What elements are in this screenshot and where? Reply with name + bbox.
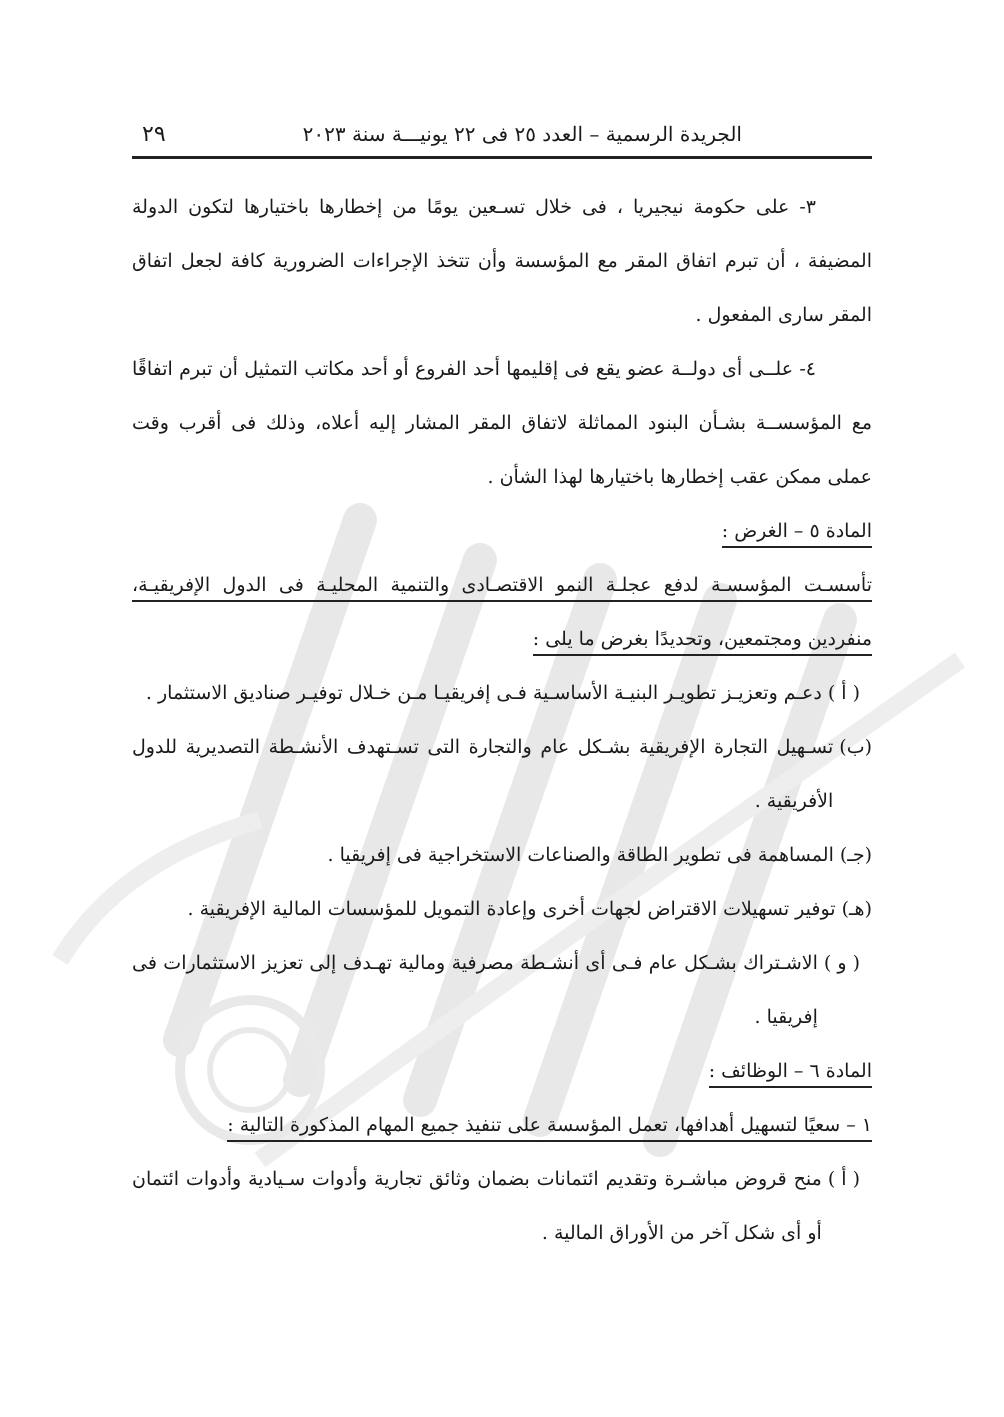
list-item-mark: (هـ) (841, 898, 872, 920)
list-item-text: دعـم وتعزيـز تطويـر البنيـة الأساسـية فـى إفريقيـا مـن خـلال توفيـر صناديق الاستثمار . (145, 682, 822, 704)
page-header (132, 112, 872, 159)
list-item-mark: (ب) (839, 736, 872, 758)
list-item-text: منح قروض مباشـرة وتقديم ائتمانات بضمان وثائق تجارية وأدوات سـيادية وأدوات ائتمان أو أى شكل آخر من الأوراق المالية . (132, 1168, 822, 1244)
list-item-mark: ( و ) (823, 952, 860, 974)
article-6-clause-1 (132, 1098, 872, 1152)
list-item-text: تسـهيل التجارة الإفريقية بشـكل عام والتجارة التى تسـتهدف الأنشـطة التصديرية للدول الأفريقية . (132, 736, 834, 812)
paragraph-4: ٤- علــى أى دولــة عضو يقع فى إقليمها أحد الفروع أو أحد مكاتب التمثيل أن تبرم اتفاقًا مع المؤسســة بشـأن البنود المماثلة لاتفاق المقر المشار إليه أعلاه، وذلك فى أقرب وقت عملى ممكن عقب إخطارها باختيارها لهذا الشأن . (132, 358, 872, 488)
article-5-heading-text: المادة ٥ – الغرض : (722, 520, 872, 548)
list-item-mark: ( أ ) (827, 1168, 860, 1190)
list-item-text: المساهمة فى تطوير الطاقة والصناعات الاستخراجية فى إفريقيا . (327, 844, 834, 866)
list-item (132, 828, 872, 882)
paragraph-3: ٣- على حكومة نيجيريا ، فى خلال تسـعين يومًا من إخطارها باختيارها لتكون الدولة المضيفة ، أن تبرم اتفاق المقر مع المؤسسة وأن تتخذ الإجراءات الضرورية كافة لجعل اتفاق المقر سارى المفعول . (132, 196, 872, 326)
article-5-intro (132, 558, 872, 666)
list-item (132, 882, 872, 936)
article-6-clause-1-text: ١ – سعيًا لتسهيل أهدافها، تعمل المؤسسة على تنفيذ جميع المهام المذكورة التالية : (227, 1114, 872, 1142)
list-item (132, 1152, 872, 1260)
article-5-heading (132, 504, 872, 558)
gazette-title: الجريدة الرسمية – العدد ٢٥ فى ٢٢ يونيـــة سنة ٢٠٢٣ (302, 122, 742, 146)
list-item (132, 666, 872, 720)
list-item (132, 936, 872, 1044)
article-6-heading (132, 1044, 872, 1098)
list-item-text: توفير تسهيلات الاقتراض لجهات أخرى وإعادة التمويل للمؤسسات المالية الإفريقية . (187, 898, 836, 920)
list-item (132, 720, 872, 828)
article-5-intro-text: تأسسـت المؤسسـة لدفع عجلـة النمو الاقتصـادى والتنمية المحليـة فى الدول الإفريقيـة، منفردين ومجتمعين، وتحديدًا بغرض ما يلى : (132, 574, 872, 656)
list-item-mark: ( أ ) (827, 682, 860, 704)
list-item-mark: (جـ) (839, 844, 872, 866)
article-6-heading-text: المادة ٦ – الوظائف : (709, 1060, 872, 1088)
list-item-text: الاشـتراك بشـكل عام فـى أى أنشـطة مصرفية ومالية تهـدف إلى تعزيز الاستثمارات فى إفريقيا . (132, 952, 818, 1028)
page-number: ٢٩ (142, 121, 166, 147)
document-body (132, 180, 872, 1260)
